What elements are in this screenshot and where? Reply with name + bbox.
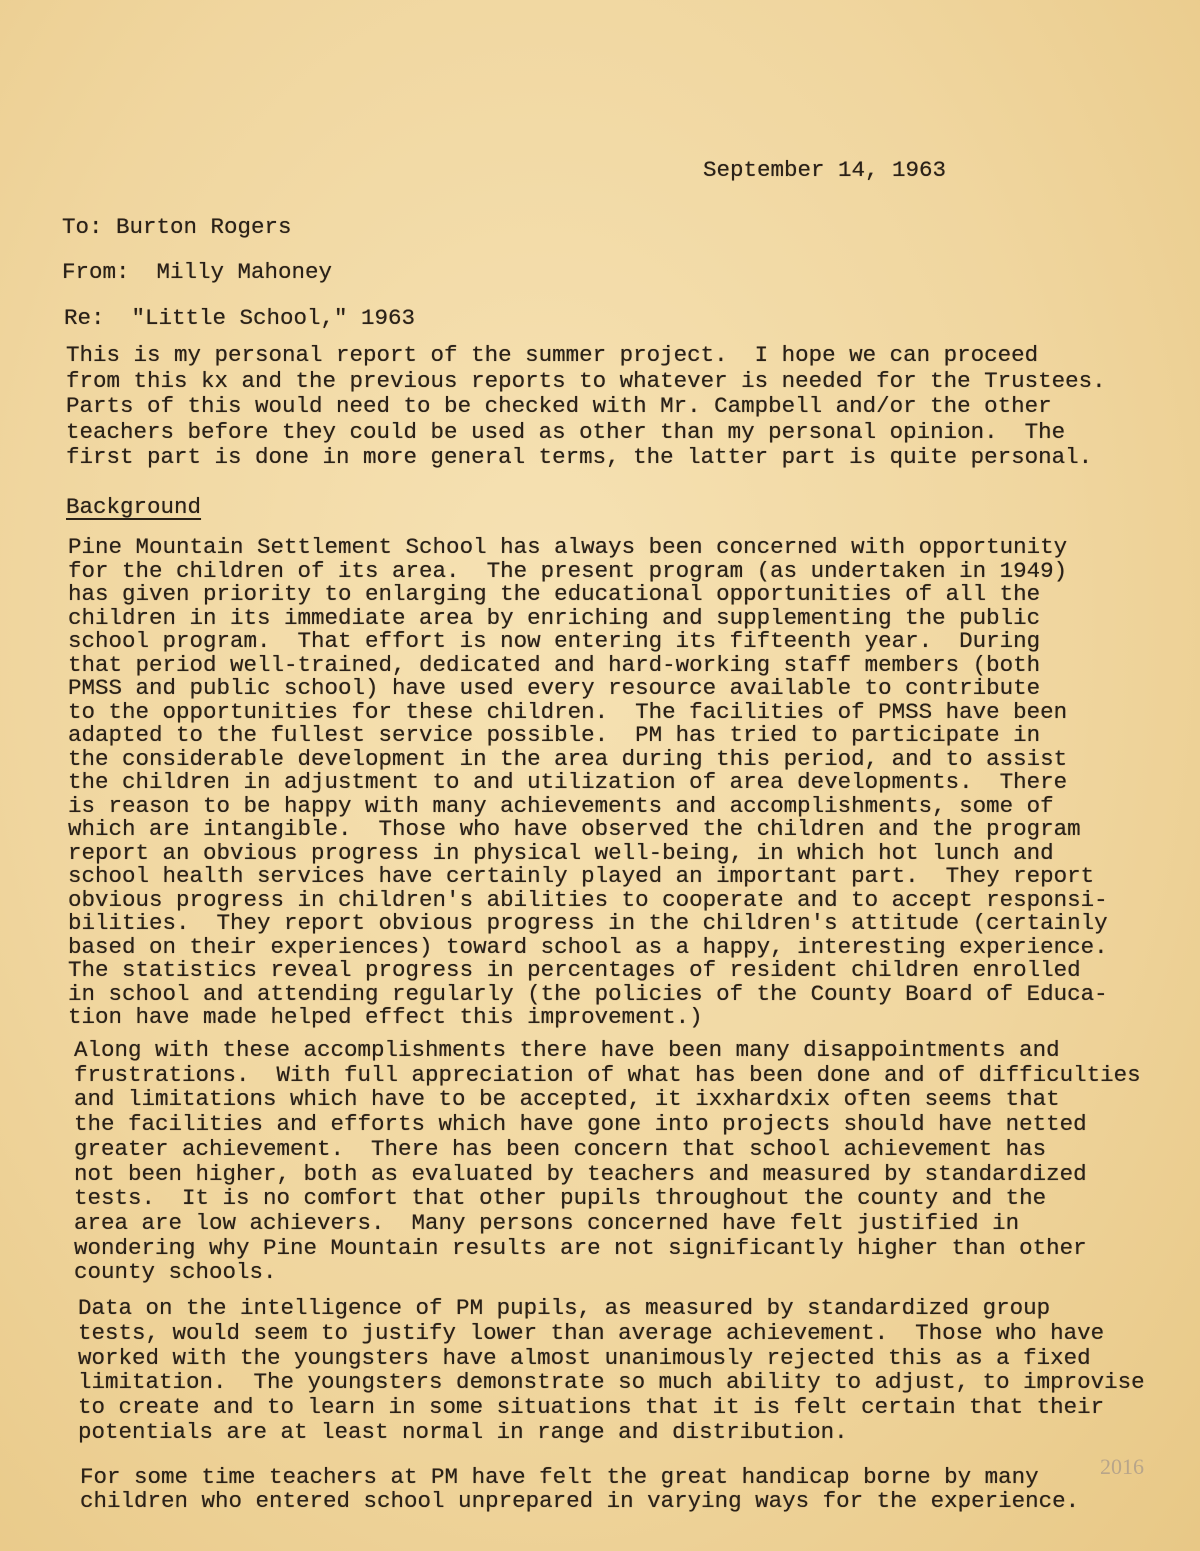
text-line: obvious progress in children's abilities to cooperate and to accept responsi- (68, 886, 1108, 913)
text-line: in school and attending regularly (the policies of the County Board of Educa- (68, 980, 1108, 1007)
text-line: Pine Mountain Settlement School has always been concerned with opportunity (68, 534, 1068, 560)
text-line: from this kx and the previous reports to whatever is needed for the Trustees. (66, 367, 1106, 394)
text-line: For some time teachers at PM have felt the great handicap borne by many (80, 1464, 1039, 1490)
recipient-line: To: Burton Rogers (62, 214, 292, 240)
text-line: tion have made helped effect this improvement.) (68, 1004, 703, 1030)
handicap-paragraph (80, 1466, 1079, 1513)
text-line: report an obvious progress in physical well-being, in which hot lunch and (68, 839, 1054, 866)
intro-paragraph (66, 343, 1106, 471)
text-line: to create and to learn in some situations that it is felt certain that their (78, 1394, 1105, 1421)
text-line: Along with these accomplishments there have been many disappointments and (74, 1037, 1060, 1063)
background-paragraph (68, 536, 1108, 1030)
text-line: the children in adjustment to and utilization of area developments. There (68, 769, 1068, 795)
section-heading-background: Background (66, 494, 202, 520)
text-line: Parts of this would need to be checked with Mr. Campbell and/or the other (66, 393, 1052, 419)
text-line: frustrations. With full appreciation of what has been done and of difficulties (74, 1061, 1141, 1088)
text-line: which are intangible. Those who have observed the children and the program (68, 816, 1081, 842)
text-line: the considerable development in the area during this period, and to assist (68, 745, 1068, 772)
letter-date: September 14, 1963 (703, 157, 947, 183)
text-line: is reason to be happy with many achievements and accomplishments, some of (68, 792, 1054, 819)
text-line: to the opportunities for these children. The facilities of PMSS have been (68, 698, 1068, 725)
text-line: has given priority to enlarging the educational opportunities of all the (68, 581, 1041, 607)
text-line: area are low achievers. Many persons concerned have felt justified in (74, 1209, 1020, 1236)
text-line: tests. It is no comfort that other pupils throughout the county and the (74, 1185, 1047, 1212)
text-line: and limitations which have to be accepted, it ixxhardxix often seems that (74, 1086, 1060, 1113)
text-line: adapted to the fullest service possible. PM has tried to participate in (68, 722, 1041, 748)
text-line: school health services have certainly played an important part. They report (68, 863, 1095, 889)
text-line: school program. That effort is now entering its fifteenth year. During (68, 628, 1041, 654)
text-line: The statistics reveal progress in percentages of resident children enrolled (68, 957, 1081, 983)
watermark: 2016 (1100, 1454, 1144, 1479)
text-line: greater achievement. There has been concern that school achievement has (74, 1135, 1047, 1162)
text-line: first part is done in more general terms, the latter part is quite personal. (66, 444, 1093, 470)
text-line: tests, would seem to justify lower than average achievement. Those who have (78, 1319, 1105, 1346)
text-line: limitation. The youngsters demonstrate so much ability to adjust, to improvise (78, 1369, 1145, 1396)
text-line: not been higher, both as evaluated by teachers and measured by standardized (74, 1160, 1087, 1187)
text-line: worked with the youngsters have almost unanimously rejected this as a fixed (78, 1344, 1091, 1371)
text-line: children in its immediate area by enriching and supplementing the public (68, 604, 1041, 631)
text-line: children who entered school unprepared in varying ways for the experience. (80, 1487, 1080, 1514)
sender-line: From: Milly Mahoney (62, 259, 333, 285)
text-line: the facilities and efforts which have gone into projects should have netted (74, 1111, 1087, 1138)
text-line: PMSS and public school) have used every resource available to contribute (68, 675, 1041, 701)
text-line: that period well-trained, dedicated and hard-working staff members (both (68, 651, 1041, 678)
text-line: This is my personal report of the summer project. I hope we can proceed (66, 342, 1039, 368)
accomplishments-paragraph (74, 1038, 1141, 1285)
text-line: wondering why Pine Mountain results are not significantly higher than other (74, 1234, 1087, 1261)
text-line: teachers before they could be used as other than my personal opinion. The (66, 418, 1066, 445)
text-line: for the children of its area. The present program (as undertaken in 1949) (68, 557, 1068, 584)
text-line: Data on the intelligence of PM pupils, as measured by standardized group (78, 1295, 1051, 1321)
intelligence-data-paragraph (78, 1296, 1145, 1445)
subject-line: Re: "Little School," 1963 (64, 305, 416, 331)
text-line: potentials are at least normal in range and distribution. (78, 1418, 848, 1445)
text-line: bilities. They report obvious progress in the children's attitude (certainly (68, 910, 1108, 936)
text-line: based on their experiences) toward school as a happy, interesting experience. (68, 933, 1108, 960)
text-line: county schools. (74, 1259, 277, 1286)
